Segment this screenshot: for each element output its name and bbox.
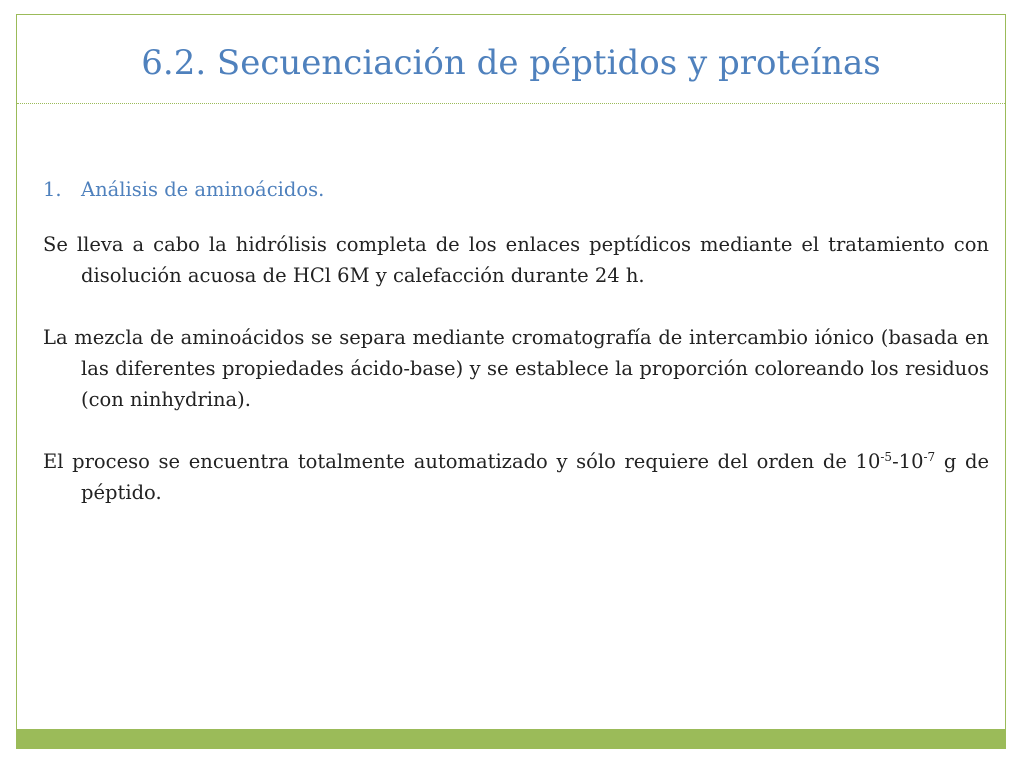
paragraph-automation-before: El proceso se encuentra totalmente automatizado y sólo requiere del orden de 10: [43, 450, 881, 473]
title-divider: [17, 103, 1005, 104]
list-item-aminoacid-analysis: [43, 174, 989, 205]
paragraph-hydrolysis: Se lleva a cabo la hidrólisis completa de los enlaces peptídicos mediante el tratamiento con disolución acuosa de HCl 6M y calefacción durante 24 h.: [43, 233, 989, 287]
paragraph-automation: [43, 446, 989, 508]
bottom-accent-bar: [17, 729, 1005, 748]
paragraph-automation-middle: -10: [892, 450, 924, 473]
list-item-text: Análisis de aminoácidos.: [81, 178, 325, 201]
slide-title: 6.2. Secuenciación de péptidos y proteínas: [141, 43, 881, 83]
paragraph-automation-after: g de péptido.: [81, 450, 989, 504]
exponent-minus-five: -5: [880, 450, 893, 464]
slide-content: [43, 174, 989, 539]
paragraph-chromatography: La mezcla de aminoácidos se separa mediante cromatografía de intercambio iónico (basada en las diferentes propiedades ácido-base) y se establece la proporción coloreando los residuos (con ninhydrina).: [43, 326, 989, 411]
list-item-number: 1.: [43, 178, 62, 201]
exponent-minus-seven: -7: [923, 450, 936, 464]
